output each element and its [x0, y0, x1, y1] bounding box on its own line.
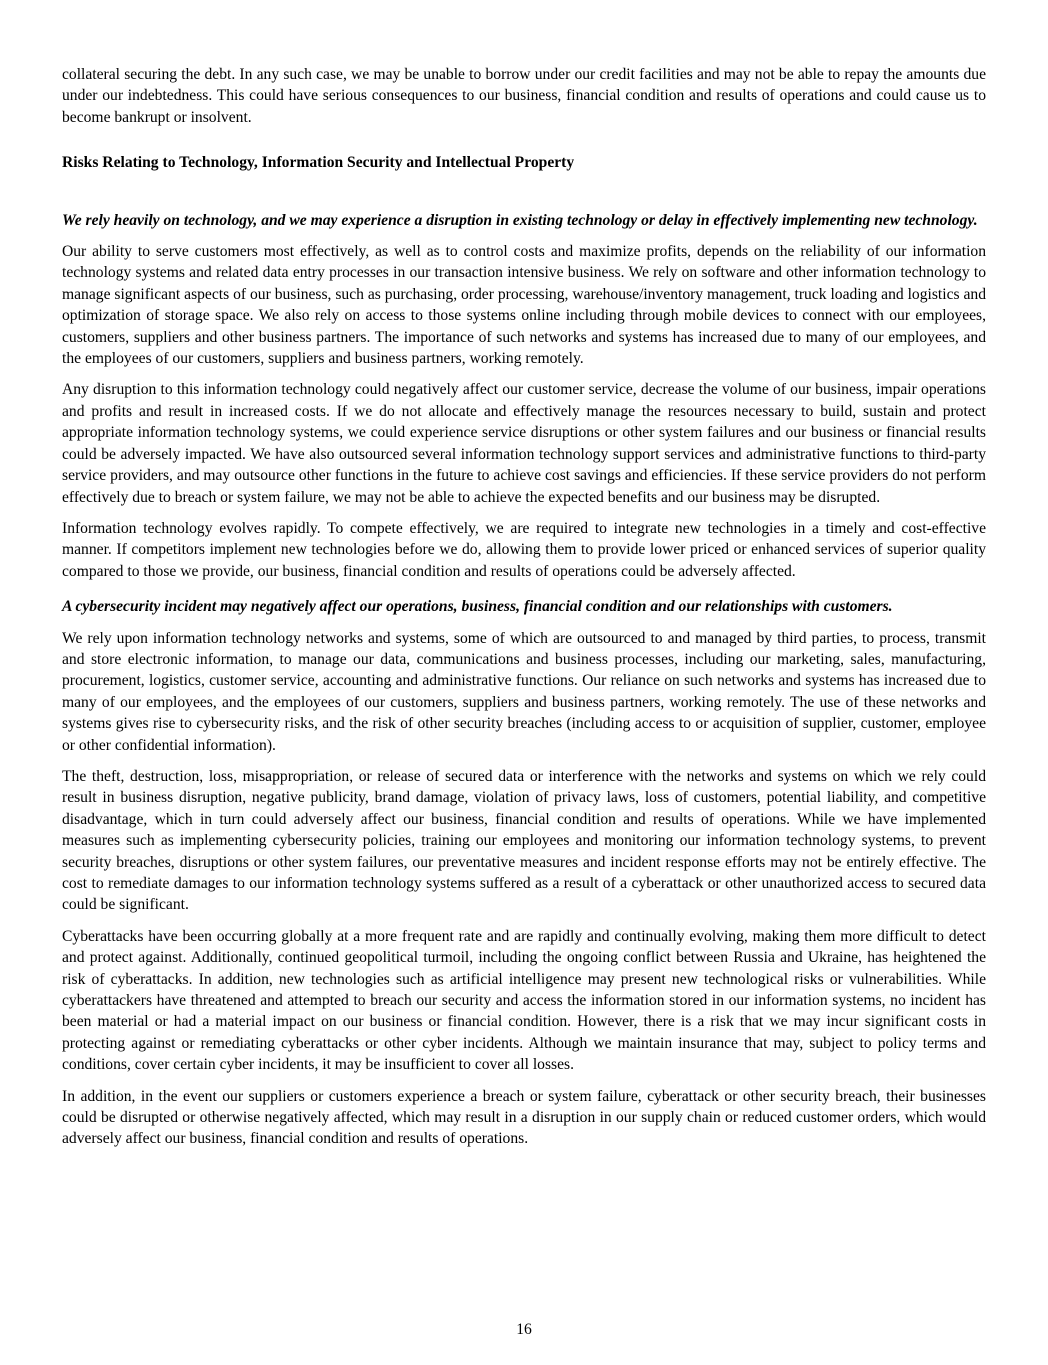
body-paragraph-theft-destruction: The theft, destruction, loss, misappropriation, or release of secured data or interference with the networks and systems on which we rely could result in business disruption, negative publicity, brand damage, violation of privacy laws, loss of customers, potential liability, and competitive disadvantage, which in turn could adversely affect our business, financial condition and results of operations. While we have implemented measures such as implementing cybersecurity policies, training our employees and monitoring our information technology systems, to prevent security breaches, disruptions or other system failures, our preventative measures and incident response efforts may not be entirely effective. The cost to remediate damages to our information technology systems suffered as a result of a cyberattack or other unauthorized access to secured data could be significant.	[62, 767, 986, 914]
body-paragraph-suppliers-customers-breach: In addition, in the event our suppliers or customers experience a breach or system failure, cyberattack or other security breach, their businesses could be disrupted or otherwise negatively affected, which may result in a disruption in our supply chain or reduced customer orders, which would adversely affect our business, financial condition and results of operations.	[62, 1087, 986, 1148]
risk-heading-cybersecurity-incident: A cybersecurity incident may negatively affect our operations, business, financial condition and our relationships with customers.	[62, 598, 893, 616]
body-paragraph-ability-to-serve: Our ability to serve customers most effectively, as well as to control costs and maximize profits, depends on the reliability of our information technology systems and related data entry processes in our transaction intensive business. We rely on software and other information technology to manage significant aspects of our business, such as purchasing, order processing, warehouse/inventory management, truck loading and logistics and optimization of storage space. We also rely on access to those systems online including through mobile devices to connect with our employees, customers, suppliers and other business partners. The importance of such networks and systems has increased due to many of our employees, and the employees of our customers, suppliers and business partners, working remotely.	[62, 243, 986, 368]
body-paragraph-technology-evolves: Information technology evolves rapidly. To compete effectively, we are required to integrate new technologies in a timely and cost-effective manner. If competitors implement new technologies before we do, allowing them to provide lower priced or enhanced services of superior quality compared to those we provide, our business, financial condition and results of operations could be adversely affected.	[62, 519, 986, 580]
body-paragraph-any-disruption: Any disruption to this information technology could negatively affect our customer service, decrease the volume of our business, impair operations and profits and result in increased costs. If we do not allocate and effectively manage the resources necessary to build, sustain and protect appropriate information technology systems, we could experience service disruptions or other system failures and our business or financial results could be adversely impacted. We have also outsourced several information technology support services and administrative functions to third-party service providers, and may outsource other functions in the future to achieve cost savings and efficiencies. If these service providers do not perform effectively due to breach or system failure, we may not be able to achieve the expected benefits and our business may be disrupted.	[62, 381, 986, 506]
page-number: 16	[516, 1320, 532, 1338]
body-paragraph-rely-upon-networks: We rely upon information technology networks and systems, some of which are outsourced to and managed by third parties, to process, transmit and store electronic information, to manage our data, communications and business processes, including our marketing, sales, manufacturing, procurement, logistics, customer service, accounting and administrative functions. Our reliance on such networks and systems has increased due to many of our employees, and the employees of our customers, suppliers and business partners, working remotely. The use of these networks and systems gives rise to cybersecurity risks, and the risk of other security breaches (including access to or acquisition of supplier, customer, employee or other confidential information).	[62, 629, 986, 754]
body-paragraph-cyberattacks-frequency: Cyberattacks have been occurring globally at a more frequent rate and are rapidly and continually evolving, making them more difficult to detect and protect against. Additionally, continued geopolitical turmoil, including the ongoing conflict between Russia and Ukraine, has heightened the risk of cyberattacks. In addition, new technologies such as artificial intelligence may present new technological risks or vulnerabilities. While cyberattackers have threatened and attempted to breach our security and access the information stored in our information systems, no incident has been material or had a material impact on our business or financial condition. However, there is a risk that we may incur significant costs in protecting against or remediating cyberattacks or other cyber incidents. Although we maintain insurance that may, subject to policy terms and conditions, cover certain cyber incidents, it may be insufficient to cover all losses.	[62, 927, 986, 1074]
section-heading-technology-risks: Risks Relating to Technology, Information Security and Intellectual Property	[62, 154, 575, 172]
risk-heading-technology-disruption: We rely heavily on technology, and we may experience a disruption in existing technology or delay in effectively implementing new technology.	[62, 211, 978, 229]
body-paragraph-debt-collateral: collateral securing the debt. In any such case, we may be unable to borrow under our credit facilities and may not be able to repay the amounts due under our indebtedness. This could have serious consequences to our business, financial condition and results of operations and could cause us to become bankrupt or insolvent.	[62, 66, 986, 126]
